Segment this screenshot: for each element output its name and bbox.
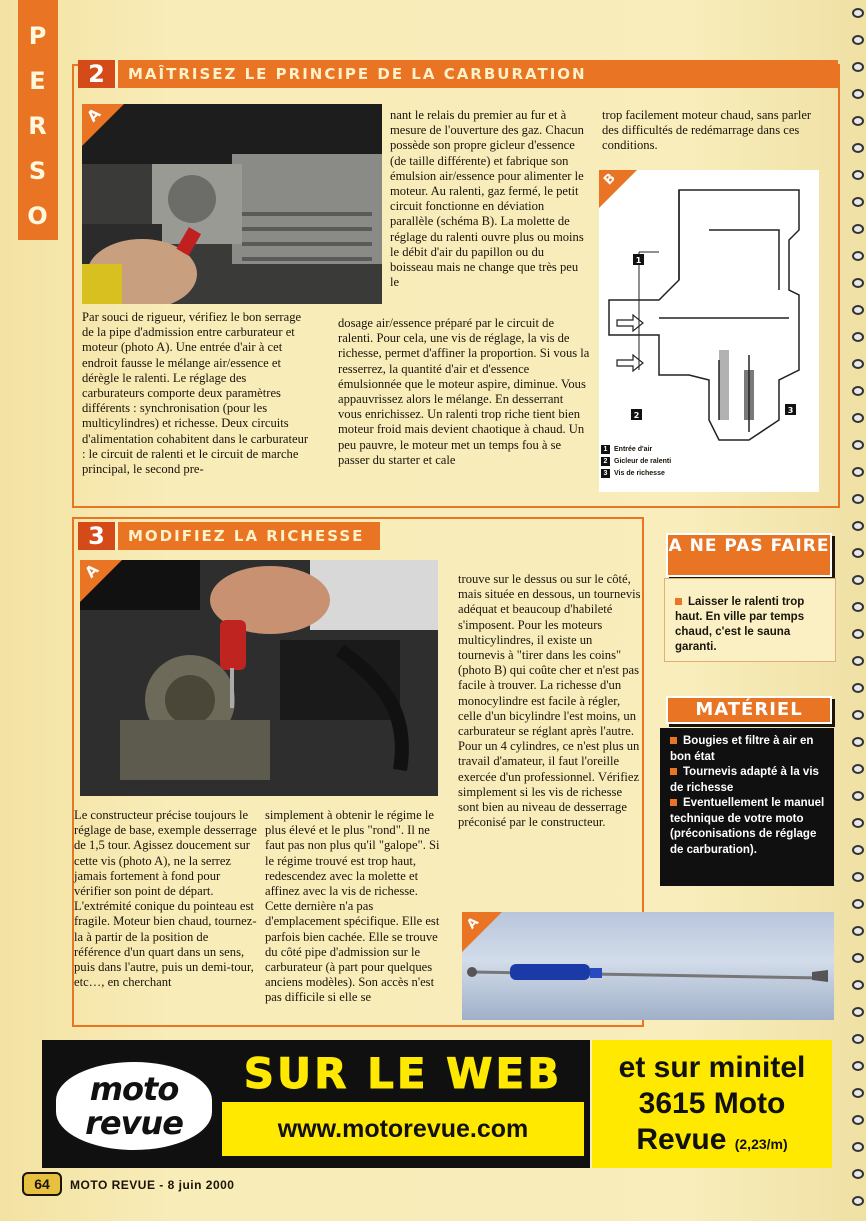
- minitel-line: et sur minitel: [618, 1051, 806, 1084]
- tab-letter: R: [28, 112, 48, 140]
- binding-ring: [852, 1169, 864, 1179]
- binding-ring: [852, 548, 864, 558]
- diagram-marker: 3: [787, 406, 794, 415]
- list-item: Eventuellement le manuel technique de votre moto (préconisations de réglage de carburation).: [670, 797, 825, 856]
- binding-ring: [852, 89, 864, 99]
- binding-ring: [852, 521, 864, 531]
- legend-item: 1 Entrée d'air: [601, 444, 671, 456]
- bullet-icon: [675, 598, 682, 605]
- minitel-line: Revue (2,23/m): [636, 1123, 788, 1156]
- binding-ring: [852, 953, 864, 963]
- binding-ring: [852, 197, 864, 207]
- ad-headline: SUR LE WEB: [243, 1049, 563, 1098]
- publication-line: MOTO REVUE - 8 juin 2000: [70, 1178, 235, 1192]
- binding-ring: [852, 737, 864, 747]
- binding-ring: [852, 1142, 864, 1152]
- binding-ring: [852, 494, 864, 504]
- list-item: Tournevis adapté à la vis de richesse: [670, 766, 819, 794]
- tab-letter: S: [28, 157, 48, 185]
- section-2-header: [78, 60, 838, 88]
- equipment-title: MATÉRIEL: [666, 696, 832, 724]
- bullet-icon: [670, 799, 677, 806]
- section-3-header: [78, 522, 380, 550]
- section-2-column-2-bottom: dosage air/essence préparé par le circuit de ralenti. Pour cela, une vis de réglage, la vis de richesse, permet d'affiner la proportion. Si vous la resserrez, la quantité d'air et d'essence émulsionnée que le moteur aspire, diminue. Vous appauvrissez alors le mélange. En desserrant vous enrichissez. Un ralenti trop riche tient bien moteur froid mais devient chaotique à chaud. Un peu pauvre, le moteur met un temps fou à se passer du starter et cale: [338, 316, 590, 467]
- moto-revue-logo: moto revue: [52, 1058, 216, 1154]
- binding-ring: [852, 575, 864, 585]
- section-number: 3: [78, 522, 118, 550]
- binding-ring: [852, 62, 864, 72]
- screwdriver-photo-art: [80, 560, 438, 796]
- binding-ring: [852, 440, 864, 450]
- binding-ring: [852, 1061, 864, 1071]
- diagram-label: B: [601, 170, 619, 189]
- diagram-marker: 2: [633, 411, 640, 420]
- section-2-column-2-top: nant le relais du premier au fur et à mesure de l'ouverture des gaz. Chacun possède son propre gicleur d'essence (de taille différente) et fabrique son émulsion air/essence pour alimenter le moteur. Au ralenti, gaz fermé, le petit circuit fonctionne en déviation parallèle (schéma B). La molette de réglage du ralenti ouvre plus ou moins le débit d'air du papillon ou du boisseau mais ne change que très peu le: [390, 108, 584, 290]
- tool-photo: [462, 912, 834, 1020]
- binding-ring: [852, 683, 864, 693]
- section-2-column-1: Par souci de rigueur, vérifiez le bon serrage de la pipe d'admission entre carburateur et moteur (photo A). Une entrée d'air à cet endroit fausse le mélange air/essence et dérègle le ralenti. Le réglage des carburateurs comporte deux paramètres différents : synchronisation (pour les multicylindres) et richesse. Deux circuits d'alimentation cohabitent dans le carburateur : le circuit de ralenti et le circuit de marche principal, le second pre-: [82, 310, 309, 477]
- binding-ring: [852, 35, 864, 45]
- page-number: 64: [22, 1172, 62, 1196]
- minitel-line: 3615 Moto: [638, 1087, 786, 1120]
- legend-item: 3 Vis de richesse: [601, 468, 671, 480]
- binding-ring: [852, 278, 864, 288]
- binding-ring: [852, 1088, 864, 1098]
- binding-ring: [852, 332, 864, 342]
- binding-ring: [852, 143, 864, 153]
- binding-ring: [852, 386, 864, 396]
- binding-ring: [852, 872, 864, 882]
- dont-do-body: [664, 578, 836, 662]
- binding-ring: [852, 1115, 864, 1125]
- binding-ring: [852, 764, 864, 774]
- binding-ring: [852, 305, 864, 315]
- diagram-legend: [601, 444, 671, 480]
- section-3-column-3: trouve sur le dessus ou sur le côté, mais située en dessous, un tournevis adéquat et beaucoup d'habileté s'imposent. Pour les moteurs multicylindres, il existe un tournevis à "tirer dans les coins" (photo B) qui coûte cher et n'est pas facile à trouver. La richesse d'un monocylindre est facile à régler, celle d'un bicylindre l'est moins, un carburateur se réglant après l'autre. Pour un 4 cylindres, ce n'est plus un travail d'amateur, il faut l'oreille exercée d'un professionnel. Vérifiez simplement si les vis de richesse sont bien au niveau de desserrage préconisé par le constructeur.: [458, 572, 641, 830]
- section-2-column-3: trop facilement moteur chaud, sans parler des difficultés de redémarrage dans ces conditions.: [602, 108, 812, 153]
- diagram-marker: 1: [635, 256, 642, 265]
- binding-ring: [852, 845, 864, 855]
- binding-ring: [852, 8, 864, 18]
- minitel-box: [592, 1040, 832, 1168]
- tab-letter: E: [29, 67, 47, 95]
- binding-ring: [852, 1007, 864, 1017]
- binding-ring: [852, 926, 864, 936]
- binding-ring: [852, 980, 864, 990]
- dont-do-title: A NE PAS FAIRE: [666, 533, 832, 577]
- binding-ring: [852, 413, 864, 423]
- photo-label: A: [464, 914, 482, 933]
- binding-ring: [852, 251, 864, 261]
- screwdriver-photo: [80, 560, 438, 796]
- photo-label: A: [82, 104, 124, 146]
- carburetor-photo: [82, 104, 382, 304]
- bullet-icon: [670, 737, 677, 744]
- tab-letter: O: [27, 202, 49, 230]
- section-number: 2: [78, 60, 118, 88]
- binding-ring: [852, 629, 864, 639]
- binding-ring: [852, 899, 864, 909]
- binding-ring: [852, 1034, 864, 1044]
- section-3-column-2: simplement à obtenir le régime le plus élevé et le plus "rond". Il ne faut pas non plus qu'il "galope". Si le régime trouvé est trop haut, redescendez avec la molette et affinez avec la vis de richesse. Cette dernière n'a pas d'emplacement spécifique. Elle est parfois bien cachée. Elle se trouve du côté pipe d'admission sur le carburateur (à part pour quelques anciens modèles). Son accès n'est pas difficile si elle se: [265, 808, 440, 1005]
- section-tab: [18, 0, 58, 240]
- ad-url[interactable]: www.motorevue.com: [222, 1102, 584, 1156]
- binding-ring: [852, 818, 864, 828]
- photo-label: A: [80, 560, 122, 602]
- binding-ring: [852, 656, 864, 666]
- binding-ring: [852, 224, 864, 234]
- carburetor-photo-art: [82, 104, 382, 304]
- spiral-binding: [850, 0, 866, 1221]
- binding-ring: [852, 170, 864, 180]
- section-title: MAÎTRISEZ LE PRINCIPE DE LA CARBURATION: [128, 65, 587, 83]
- binding-ring: [852, 1196, 864, 1206]
- binding-ring: [852, 467, 864, 477]
- tab-letter: P: [28, 22, 48, 50]
- binding-ring: [852, 710, 864, 720]
- list-item: Bougies et filtre à air en bon état: [670, 735, 814, 763]
- section-3-column-1: Le constructeur précise toujours le réglage de base, exemple desserrage de 1,5 tour. Agissez doucement sur cette vis (photo A), ne la serrez jamais fortement à fond pour vérifier son point de départ. L'extrémité conique du pointeau est fragile. Moteur bien chaud, tournez-la à partir de la position de référence d'un quart dans un sens, puis dans l'autre, puis un demi-tour, etc…, en cherchant: [74, 808, 257, 990]
- binding-ring: [852, 116, 864, 126]
- equipment-list: [660, 728, 834, 886]
- legend-item: 2 Gicleur de ralenti: [601, 456, 671, 468]
- binding-ring: [852, 791, 864, 801]
- binding-ring: [852, 602, 864, 612]
- dont-do-text: Laisser le ralenti trop haut. En ville par temps chaud, c'est le sauna garanti.: [675, 596, 805, 653]
- bullet-icon: [670, 768, 677, 775]
- binding-ring: [852, 359, 864, 369]
- section-title: MODIFIEZ LA RICHESSE: [128, 527, 365, 545]
- tool-photo-art: [462, 912, 834, 1020]
